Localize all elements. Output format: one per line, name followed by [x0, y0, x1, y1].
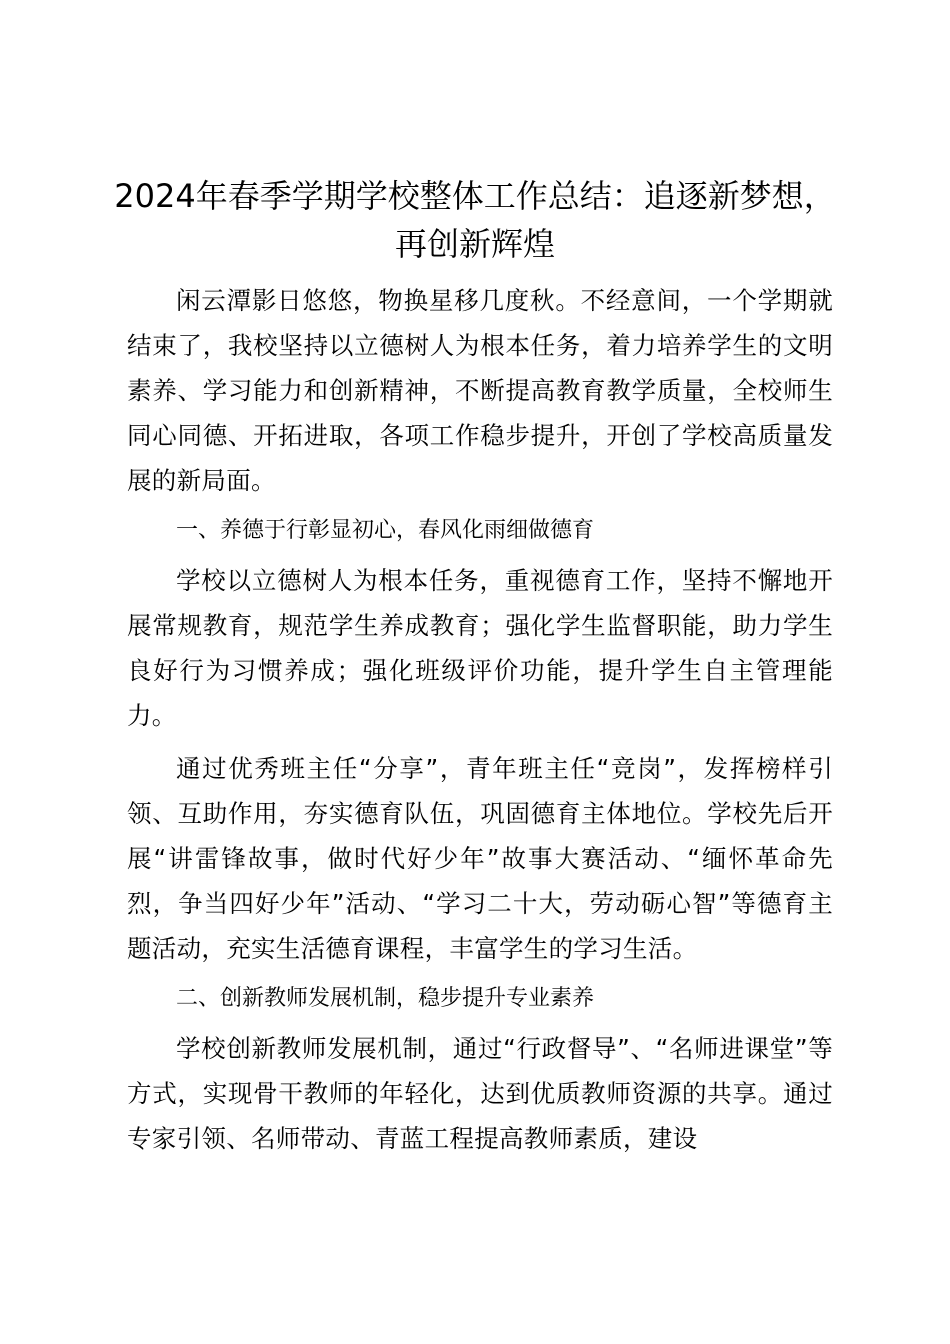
section-1-paragraph-2: 通过优秀班主任“分享”，青年班主任“竞岗”，发挥榜样引领、互助作用，夯实德育队伍，巩固德育主体地位。学校先后开展“讲雷锋故事，做时代好少年”故事大赛活动、“缅怀革命先烈，争当四好少年”活动、“学习二十大，劳动砺心智”等德育主题活动，充实生活德育课程，丰富学生的学习生活。 — [127, 754, 833, 963]
section-2-heading: 二、创新教师发展机制，稳步提升专业素养 — [176, 986, 595, 1011]
document-title: 2024年春季学期学校整体工作总结：追逐新梦想，再创新辉煌 — [114, 177, 836, 263]
section-1-heading: 一、养德于行彰显初心，春风化雨细做德育 — [176, 518, 595, 543]
section-1-paragraph-1: 学校以立德树人为根本任务，重视德育工作，坚持不懈地开展常规教育，规范学生养成教育；强化学生监督职能，助力学生良好行为习惯养成；强化班级评价功能，提升学生自主管理能力。 — [127, 566, 833, 730]
section-2-paragraph-1: 学校创新教师发展机制，通过“行政督导”、“名师进课堂”等方式，实现骨干教师的年轻化，达到优质教师资源的共享。通过专家引领、名师带动、青蓝工程提高教师素质，建设 — [127, 1034, 833, 1153]
document-body — [127, 278, 833, 1169]
intro-paragraph: 闲云潭影日悠悠，物换星移几度秋。不经意间，一个学期就结束了，我校坚持以立德树人为根本任务，着力培养学生的文明素养、学习能力和创新精神，不断提高教育教学质量，全校师生同心同德、开拓进取，各项工作稳步提升，开创了学校高质量发展的新局面。 — [127, 286, 833, 495]
